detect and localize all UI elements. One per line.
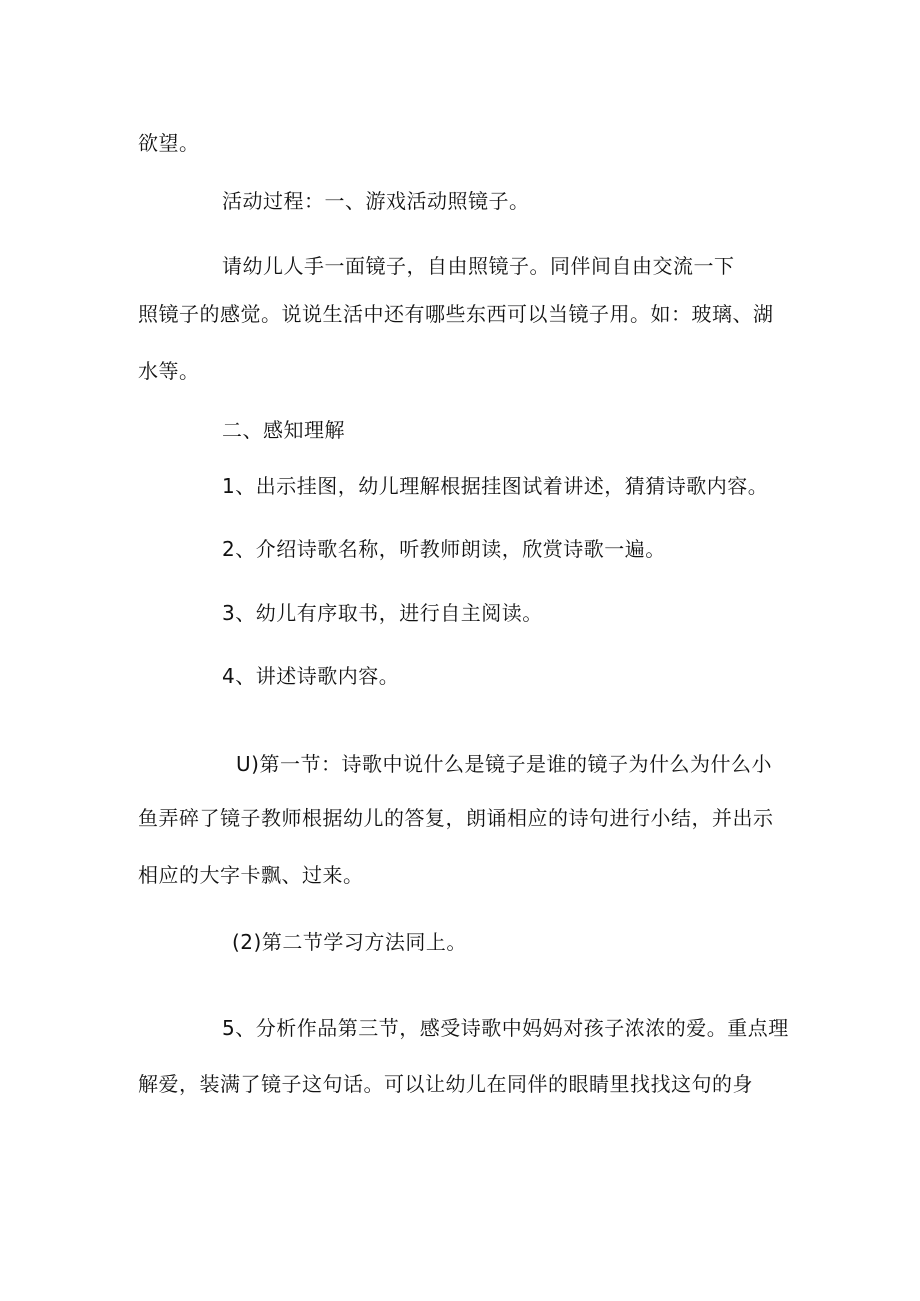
sub-item: U)第一节：诗歌中说什么是镜子是谁的镜子为什么为什么小: [236, 752, 772, 776]
list-item: 2、介绍诗歌名称，听教师朗读，欣赏诗歌一遍。: [222, 537, 666, 561]
text-line: 欲望。: [138, 131, 200, 155]
list-item: 1、出示挂图，幼儿理解根据挂图试着讲述，猜猜诗歌内容。: [222, 474, 769, 498]
section-heading: 二、感知理解: [222, 418, 345, 442]
text-line: 照镜子的感觉。说说生活中还有哪些东西可以当镜子用。如：玻璃、湖: [138, 302, 774, 326]
text-line: 鱼弄碎了镜子教师根据幼儿的答复，朗诵相应的诗句进行小结，并出示: [138, 806, 774, 830]
text-line: 水等。: [138, 359, 200, 383]
list-item: 5、分析作品第三节，感受诗歌中妈妈对孩子浓浓的爱。重点理: [222, 1016, 789, 1040]
list-item: 4、讲述诗歌内容。: [222, 664, 400, 688]
text-line: 相应的大字卡飘、过来。: [138, 863, 364, 887]
list-item: 3、幼儿有序取书，进行自主阅读。: [222, 601, 543, 625]
sub-item: (2)第二节学习方法同上。: [232, 930, 467, 954]
text-line: 请幼儿人手一面镜子，自由照镜子。同伴间自由交流一下: [222, 254, 735, 278]
text-line: 解爱，装满了镜子这句话。可以让幼儿在同伴的眼睛里找找这句的身: [138, 1072, 753, 1096]
text-line: 活动过程：一、游戏活动照镜子。: [222, 189, 530, 213]
